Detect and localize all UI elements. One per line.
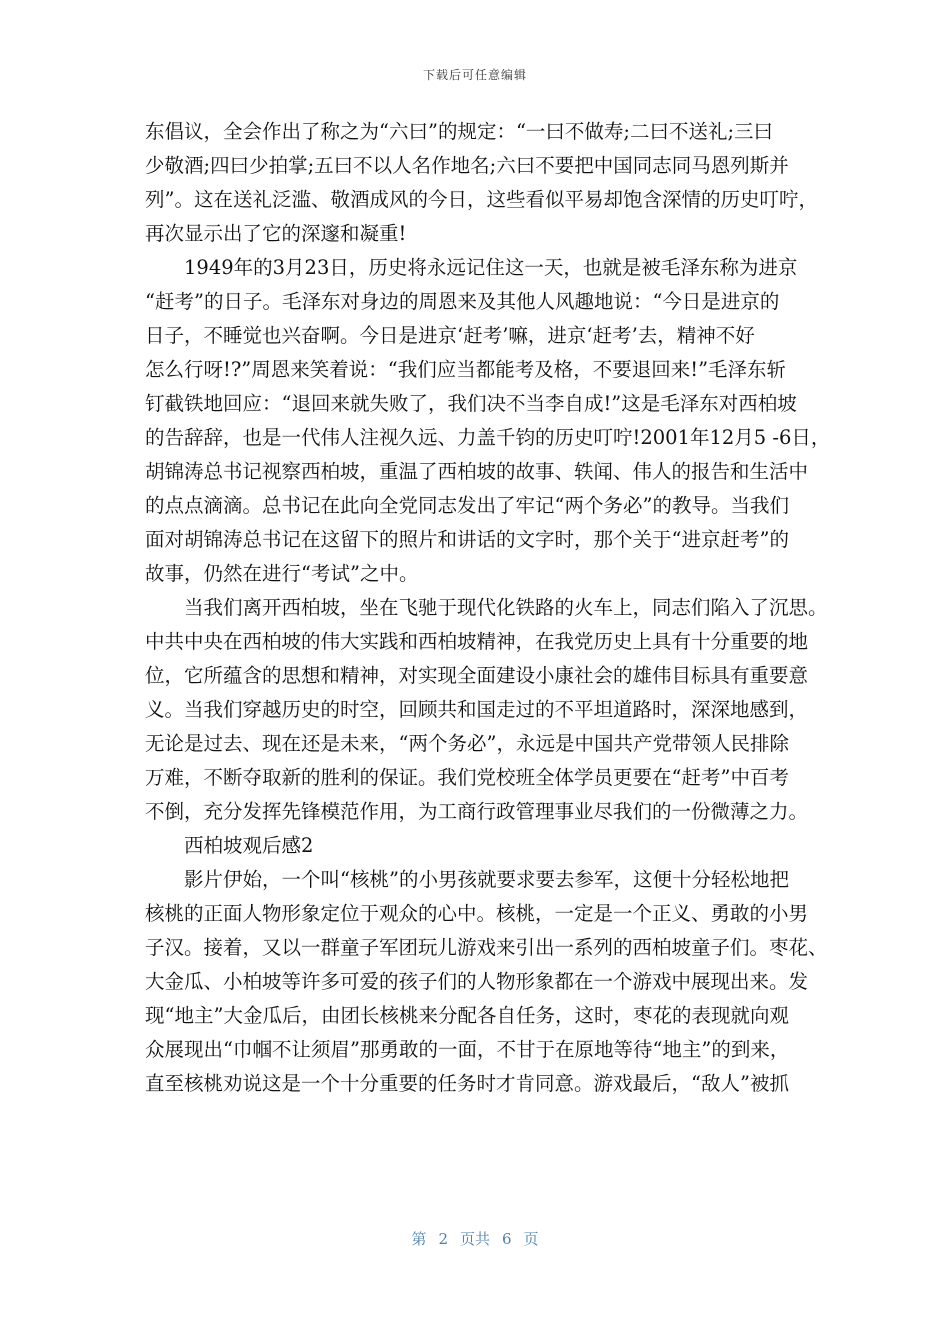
text-line: 直至核桃劝说这是一个十分重要的任务时才肯同意。游戏最后，“敌人”被抓 bbox=[145, 1072, 789, 1095]
text-line: 中共中央在西柏坡的伟大实践和西柏坡精神，在我党历史上具有十分重要的地 bbox=[145, 630, 809, 653]
text-line: 胡锦涛总书记视察西柏坡，重温了西柏坡的故事、轶闻、伟人的报告和生活中 bbox=[145, 460, 809, 483]
text-line: 怎么行呀!?”周恩来笑着说：“我们应当都能考及格，不要退回来!”毛泽东斩 bbox=[145, 358, 787, 381]
text-line: 1949年的3月23日，历史将永远记住这一天，也就是被毛泽东称为进京 bbox=[145, 256, 798, 279]
page-label-suffix: 页 bbox=[523, 1230, 539, 1248]
text-line: 无论是过去、现在还是未来，“两个务必”，永远是中国共产党带领人民排除 bbox=[145, 732, 789, 755]
text-line: “赶考”的日子。毛泽东对身边的周恩来及其他人风趣地说：“今日是进京的 bbox=[145, 290, 780, 313]
text-line: 现“地主”大金瓜后，由团长核桃来分配各自任务，这时，枣花的表现就向观 bbox=[145, 1004, 789, 1027]
text-line: 列”。这在送礼泛滥、敬酒成风的今日，这些看似平易却饱含深情的历史叮咛， bbox=[145, 188, 818, 211]
text-line: 影片伊始，一个叫“核桃”的小男孩就要求要去参军，这便十分轻松地把 bbox=[145, 868, 789, 891]
text-line: 故事，仍然在进行“考试”之中。 bbox=[145, 562, 419, 585]
page-footer bbox=[0, 1228, 950, 1249]
text-line: 义。当我们穿越历史的时空，回顾共和国走过的不平坦道路时，深深地感到， bbox=[145, 698, 809, 721]
page-label-prefix: 第 bbox=[411, 1230, 427, 1248]
text-line: 东倡议，全会作出了称之为“六曰”的规定：“一曰不做寿;二曰不送礼;三曰 bbox=[145, 120, 774, 143]
page-label-middle: 页共 bbox=[459, 1230, 490, 1248]
total-pages-number: 6 bbox=[502, 1230, 512, 1248]
current-page-number: 2 bbox=[438, 1230, 448, 1248]
text-line: 面对胡锦涛总书记在这留下的照片和讲话的文字时，那个关于“进京赶考”的 bbox=[145, 528, 789, 551]
document-body bbox=[145, 115, 831, 1101]
text-line: 的告辞辞，也是一代伟人注视久远、力盖千钧的历史叮咛!2001年12月5 -6日， bbox=[145, 426, 831, 449]
text-line: 众展现出“巾帼不让须眉”那勇敢的一面，不甘于在原地等待“地主”的到来， bbox=[145, 1038, 790, 1061]
section-heading: 西柏坡观后感2 bbox=[145, 834, 314, 857]
text-line: 钉截铁地回应：“退回来就失败了，我们决不当李自成!”这是毛泽东对西柏坡 bbox=[145, 392, 797, 415]
page-header: 下载后可任意编辑 bbox=[422, 68, 527, 82]
text-line: 大金瓜、小柏坡等许多可爱的孩子们的人物形象都在一个游戏中展现出来。发 bbox=[145, 970, 809, 993]
text-line: 不倒，充分发挥先锋模范作用，为工商行政管理事业尽我们的一份微薄之力。 bbox=[145, 800, 809, 823]
text-line: 的点点滴滴。总书记在此向全党同志发出了牢记“两个务必”的教导。当我们 bbox=[145, 494, 789, 517]
text-line: 少敬酒;四曰少拍掌;五曰不以人名作地名;六曰不要把中国同志同马恩列斯并 bbox=[145, 154, 789, 177]
text-line: 万难，不断夺取新的胜利的保证。我们党校班全体学员更要在“赶考”中百考 bbox=[145, 766, 789, 789]
text-line: 当我们离开西柏坡，坐在飞驰于现代化铁路的火车上，同志们陷入了沉思。 bbox=[145, 596, 828, 619]
text-line: 日子，不睡觉也兴奋啊。今日是进京‘赶考’嘛，进京‘赶考’去，精神不好 bbox=[145, 324, 755, 347]
text-line: 再次显示出了它的深邃和凝重! bbox=[145, 222, 407, 245]
text-line: 位，它所蕴含的思想和精神，对实现全面建设小康社会的雄伟目标具有重要意 bbox=[145, 664, 809, 687]
text-line: 子汉。接着，又以一群童子军团玩儿游戏来引出一系列的西柏坡童子们。枣花、 bbox=[145, 936, 828, 959]
text-line: 核桃的正面人物形象定位于观众的心中。核桃，一定是一个正义、勇敢的小男 bbox=[145, 902, 809, 925]
